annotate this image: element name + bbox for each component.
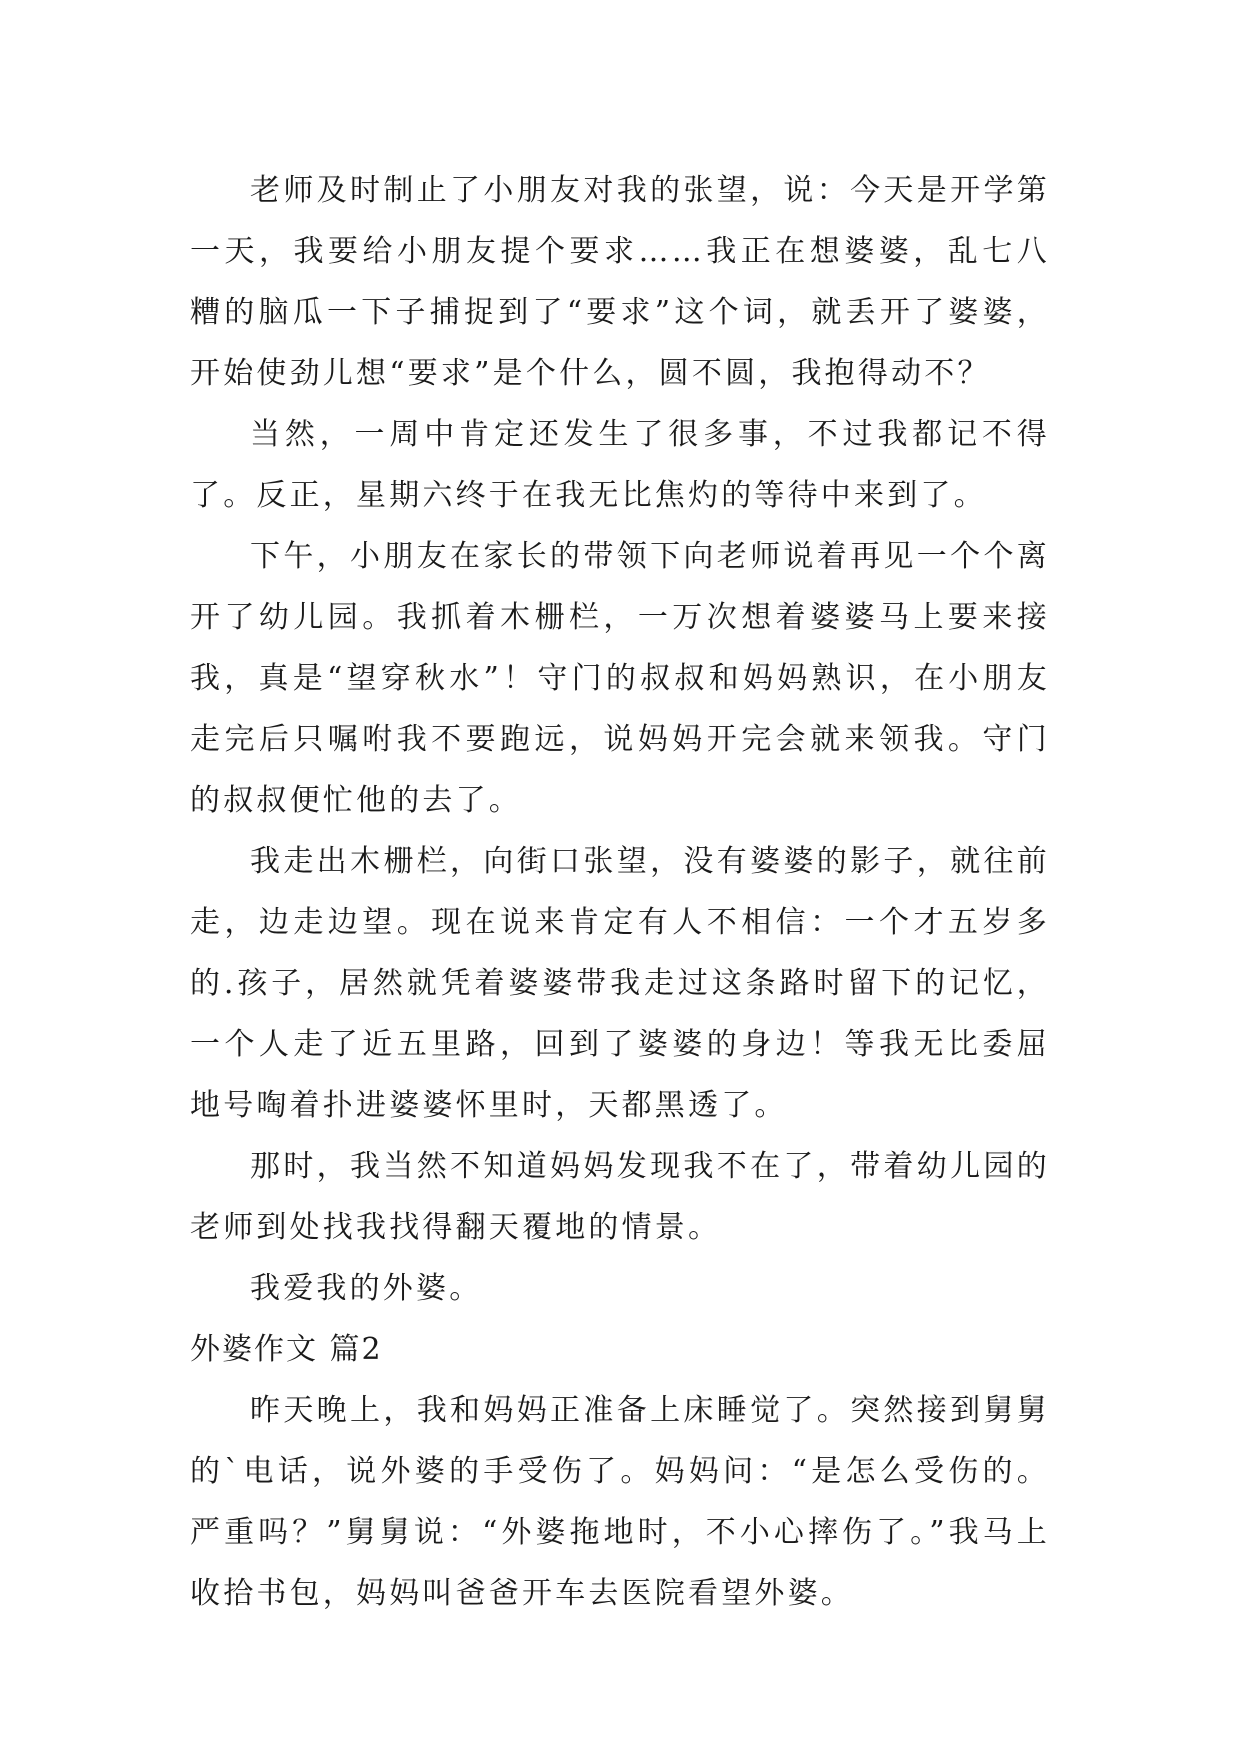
paragraph: 老师及时制止了小朋友对我的张望，说：今天是开学第一天，我要给小朋友提个要求……我正在想婆婆，乱七八糟的脑瓜一下子捕捉到了“要求”这个词，就丢开了婆婆，开始使劲儿想“要求”是个什么，圆不圆，我抱得动不？ xyxy=(190,173,1050,391)
paragraph: 那时，我当然不知道妈妈发现我不在了，带着幼儿园的老师到处找我找得翻天覆地的情景。 xyxy=(190,1149,1050,1245)
paragraph: 我走出木栅栏，向街口张望，没有婆婆的影子，就往前走，边走边望。现在说来肯定有人不相信：一个才五岁多的.孩子，居然就凭着婆婆带我走过这条路时留下的记忆，一个人走了近五里路，回到了婆婆的身边！等我无比委屈地号啕着扑进婆婆怀里时，天都黑透了。 xyxy=(190,844,1050,1123)
paragraph: 昨天晚上，我和妈妈正准备上床睡觉了。突然接到舅舅的`电话，说外婆的手受伤了。妈妈问：“是怎么受伤的。严重吗？”舅舅说：“外婆拖地时，不小心摔伤了。”我马上收拾书包，妈妈叫爸爸开车去医院看望外婆。 xyxy=(190,1393,1050,1611)
paragraph: 下午，小朋友在家长的带领下向老师说着再见一个个离开了幼儿园。我抓着木栅栏，一万次想着婆婆马上要来接我，真是“望穿秋水”！守门的叔叔和妈妈熟识，在小朋友走完后只嘱咐我不要跑远，说妈妈开完会就来领我。守门的叔叔便忙他的去了。 xyxy=(190,539,1050,818)
section-heading: 外婆作文 篇2 xyxy=(190,1332,383,1367)
paragraph: 当然，一周中肯定还发生了很多事，不过我都记不得了。反正，星期六终于在我无比焦灼的等待中来到了。 xyxy=(190,417,1050,513)
document-body xyxy=(190,160,1050,1624)
paragraph: 我爱我的外婆。 xyxy=(250,1271,483,1306)
